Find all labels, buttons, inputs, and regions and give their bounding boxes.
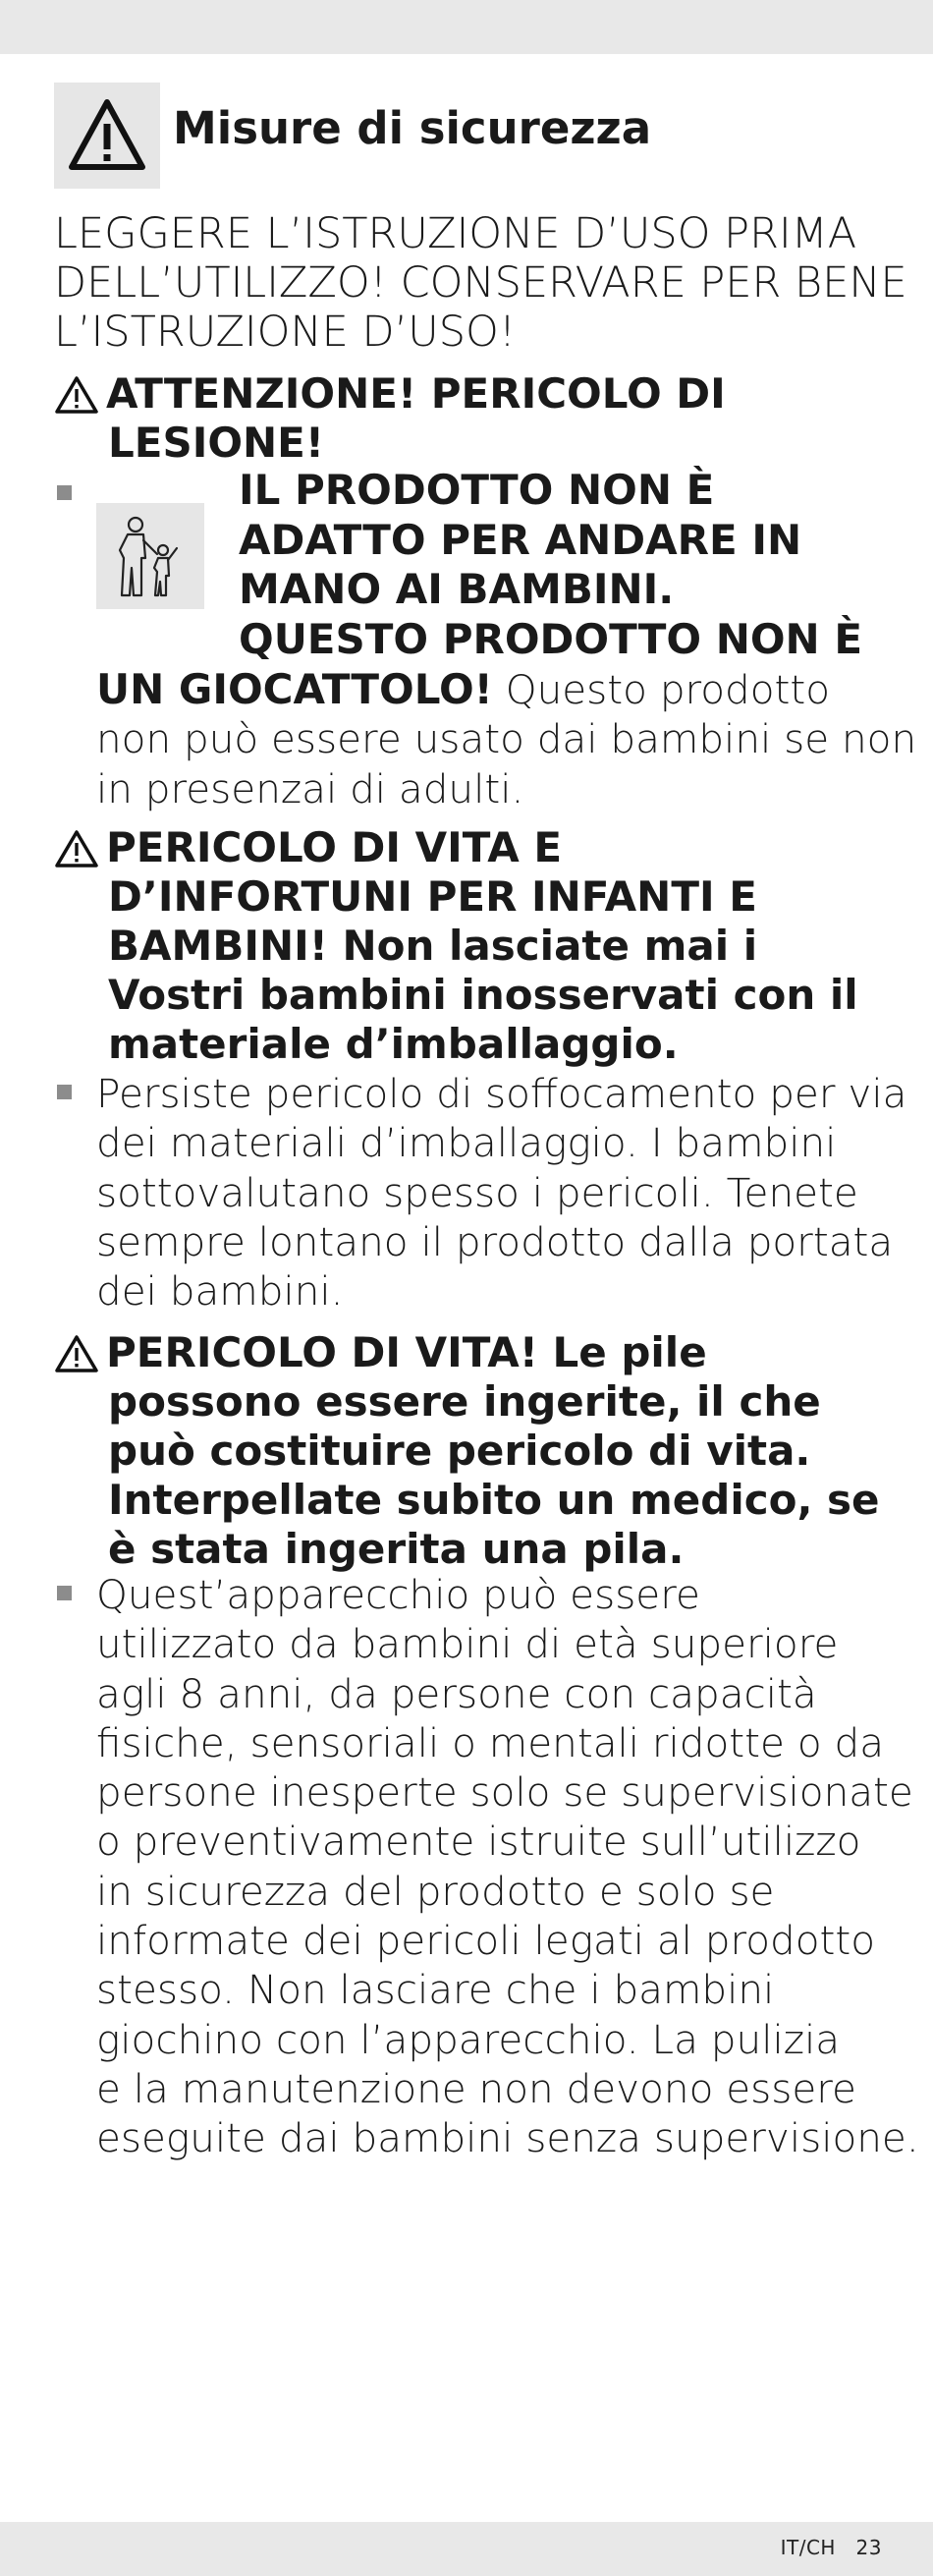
section-title: Misure di sicurezza xyxy=(173,102,652,154)
bullet-line: informate dei pericoli legati al prodotto xyxy=(96,1917,876,1965)
bullet-marker xyxy=(57,1085,72,1099)
child-supervision-icon xyxy=(96,503,204,609)
toy-warning: UN GIOCATTOLO! xyxy=(96,665,493,713)
bullet-line: giochino con l’apparecchio. La pulizia xyxy=(96,2015,841,2063)
bullet-line: Quest’apparecchio può essere xyxy=(96,1571,700,1618)
bullet-line: in sicurezza del prodotto e solo se xyxy=(96,1867,775,1915)
warning-line: D’INFORTUNI PER INFANTI E xyxy=(108,872,757,921)
warning-triangle-icon xyxy=(54,375,99,415)
bullet-line: dei materiali d’imballaggio. I bambini xyxy=(96,1119,837,1167)
bullet-line: persone inesperte solo se supervisionate xyxy=(96,1768,913,1817)
bullet-line: ADATTO PER ANDARE IN xyxy=(239,515,802,564)
bullet-marker xyxy=(57,485,72,500)
bullet-line: Questo prodotto xyxy=(492,666,831,713)
bullet-line: non può essere usato dai bambini se non xyxy=(96,715,917,763)
warning-line: PERICOLO DI VITA E xyxy=(106,823,563,871)
bullet-line: eseguite dai bambini senza supervisione. xyxy=(96,2114,919,2162)
warning-line: può costituire pericolo di vita. xyxy=(108,1427,811,1475)
warning-line: LESIONE! xyxy=(108,419,325,467)
warning-line: PERICOLO DI VITA! Le pile xyxy=(106,1328,707,1376)
intro-line: DELL’UTILIZZO! CONSERVARE PER BENE xyxy=(54,258,907,308)
bullet-line: utilizzato da bambini di età superiore xyxy=(96,1620,839,1668)
warning-triangle-icon xyxy=(54,829,99,868)
warning-line: BAMBINI! Non lasciate mai i xyxy=(108,922,758,970)
bullet-line: QUESTO PRODOTTO NON È xyxy=(239,614,863,663)
locale-label: IT/CH xyxy=(780,2536,836,2559)
bullet-line: stesso. Non lasciare che i bambini xyxy=(96,1966,775,2014)
warning-line: materiale d’imballaggio. xyxy=(108,1020,679,1068)
bullet-line: Persiste pericolo di soffocamento per via xyxy=(96,1070,907,1117)
bullet-line: fisiche, sensoriali o mentali ridotte o da xyxy=(96,1718,885,1766)
bullet-line: e la manutenzione non devono essere xyxy=(96,2064,856,2112)
warning-line: Vostri bambini inosservati con il xyxy=(108,971,858,1019)
bullet-body-block xyxy=(96,1069,906,1316)
bullet-line: sottovalutano spesso i pericoli. Tenete xyxy=(96,1168,858,1216)
bullet-line: MANO AI BAMBINI. xyxy=(239,565,675,613)
bullet-line: IL PRODOTTO NON È xyxy=(239,466,715,514)
top-margin-bar xyxy=(0,0,933,54)
warning-line: possono essere ingerite, il che xyxy=(108,1377,821,1426)
warning-line: è stata ingerita una pila. xyxy=(108,1525,685,1573)
bullet-bold-block xyxy=(239,466,862,664)
bullet-body-block xyxy=(96,1570,919,2163)
intro-notice xyxy=(54,209,907,357)
warning-triangle-icon xyxy=(54,1334,99,1373)
intro-line: LEGGERE L’ISTRUZIONE D’USO PRIMA xyxy=(54,209,857,258)
bullet-line: agli 8 anni, da persone con capacità xyxy=(96,1669,817,1717)
page-footer xyxy=(781,2536,882,2559)
bullet-line: sempre lontano il prodotto dalla portata xyxy=(96,1217,894,1265)
page-number: 23 xyxy=(855,2536,882,2559)
bullet-body-block xyxy=(96,665,916,813)
warning-line: ATTENZIONE! PERICOLO DI xyxy=(106,369,726,418)
bullet-line: in presenzai di adulti. xyxy=(96,764,524,812)
bullet-line: dei bambini. xyxy=(96,1267,344,1316)
warning-triangle-icon xyxy=(54,83,160,189)
bullet-marker xyxy=(57,1586,72,1600)
warning-line: Interpellate subito un medico, se xyxy=(108,1476,880,1524)
intro-line: L’ISTRUZIONE D’USO! xyxy=(54,308,517,357)
bullet-line: o preventivamente istruite sull’utilizzo xyxy=(96,1818,861,1866)
